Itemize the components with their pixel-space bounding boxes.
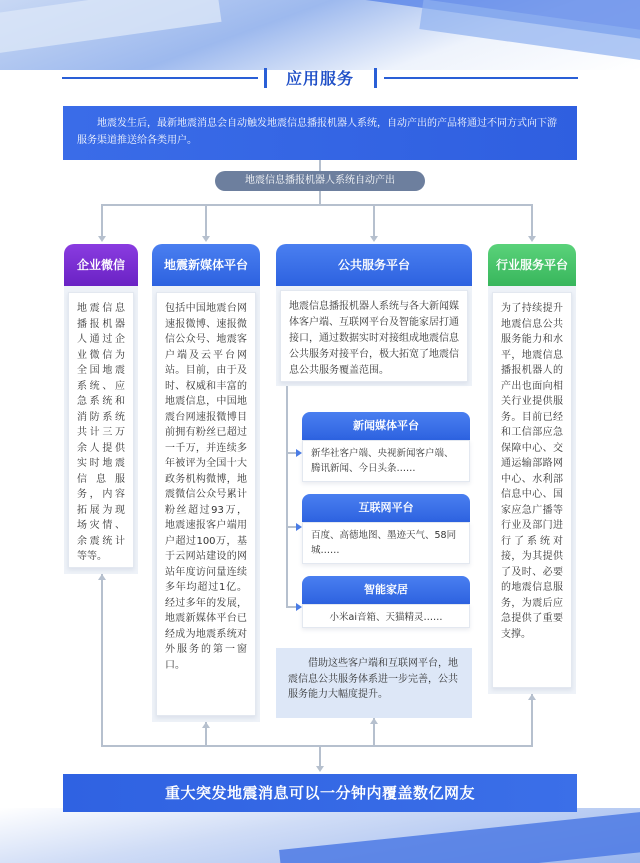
industry-header: 行业服务平台 [488, 244, 576, 286]
connector [531, 204, 533, 240]
arrow-up-icon [202, 722, 210, 728]
smart-home-header: 智能家居 [302, 576, 470, 604]
new-media-text: 包括中国地震台网速报微博、速报微信公众号、地震客户端及云平台网站。目前，由于及时、权威和丰富的地震信息，中国地震台网速报微博目前拥有粉丝已超过一千万，并连续多年被评为全国十大政务机构微博，地震微信公众号累计粉丝超过93万，地震速报客户端用户超过100万，基于云网站建设的网站年度访问量连续多年均超过1亿。经过多年的发展，地震新媒体平台已经成为地震系统对外服务的第一窗口。 [156, 292, 256, 716]
arrow-down-icon [98, 236, 106, 242]
connector [101, 204, 103, 240]
footer-decoration [0, 808, 640, 863]
industry-text: 为了持续提升地震信息公共服务能力和水平，地震信息播报机器人的产出也面向相关行业提供服务。目前已经和工信部应急保障中心、交通运输部路网中心、水利部信息中心、国家应急广播等行业及部门进行了系统对接，为其提供了及时、必要的地震信息服务，为震后应急提供了重要支撑。 [492, 292, 572, 688]
public-service-text: 地震信息播报机器人系统与各大新闻媒体客户端、互联网平台及智能家居打通接口，通过数据实时对接组成地震信息公共服务对接平台，极大拓宽了地震信息公共服务覆盖范围。 [280, 290, 468, 382]
connector [319, 160, 321, 171]
arrow-up-icon [98, 574, 106, 580]
connector [319, 191, 321, 205]
connector [373, 204, 375, 240]
arrow-up-icon [370, 718, 378, 724]
auto-output-label: 地震信息播报机器人系统自动产出 [215, 171, 425, 191]
connector [101, 745, 533, 747]
header-decoration [0, 0, 640, 70]
connector [101, 204, 533, 206]
arrow-down-icon [528, 236, 536, 242]
connector [205, 204, 207, 240]
new-media-header: 地震新媒体平台 [152, 244, 260, 286]
section-title-bar [62, 62, 578, 92]
public-service-header: 公共服务平台 [276, 244, 472, 286]
arrow-up-icon [528, 694, 536, 700]
enterprise-wechat-text: 地震信息播报机器人通过企业微信为全国地震系统、应急系统和消防系统共计三万余人提供实时地震信息服务，内容拓展为现场灾情、余震统计等等。 [68, 292, 134, 568]
arrow-down-icon [370, 236, 378, 242]
bottom-banner: 重大突发地震消息可以一分钟内覆盖数亿网友 [63, 774, 577, 812]
smart-home-text: 小米ai音箱、天猫精灵…… [302, 604, 470, 628]
connector [319, 747, 321, 767]
public-service-note: 借助这些客户端和互联网平台，地震信息公共服务体系进一步完善，公共服务能力大幅度提升。 [276, 648, 472, 718]
section-title: 应用服务 [285, 69, 354, 88]
arrow-down-icon [316, 766, 324, 772]
arrow-down-icon [202, 236, 210, 242]
internet-platform-header: 互联网平台 [302, 494, 470, 522]
internet-platform-text: 百度、高德地图、墨迹天气、58同城…… [302, 522, 470, 564]
connector [286, 386, 288, 608]
news-media-platform-header: 新闻媒体平台 [302, 412, 470, 440]
enterprise-wechat-header: 企业微信 [64, 244, 138, 286]
news-media-platform-text: 新华社客户端、央视新闻客户端、腾讯新闻、今日头条…… [302, 440, 470, 482]
intro-banner: 地震发生后，最新地震消息会自动触发地震信息播报机器人系统，自动产出的产品将通过不同方式向下游服务渠道推送给各类用户。 [63, 106, 577, 160]
